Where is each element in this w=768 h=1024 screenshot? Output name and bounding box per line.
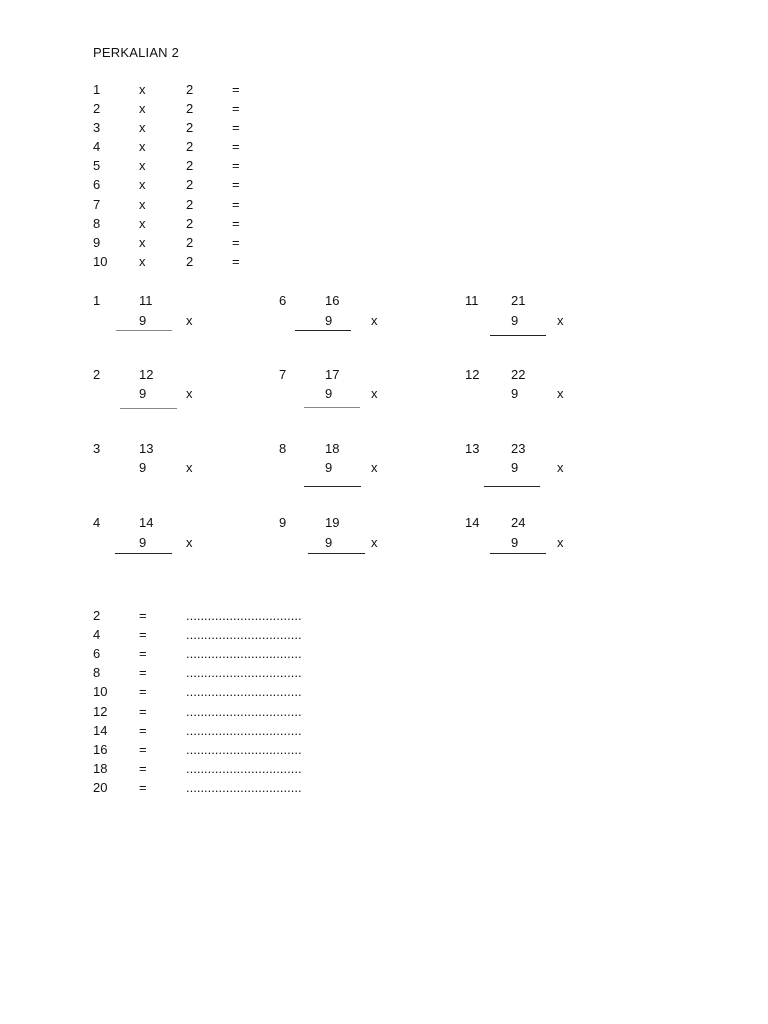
page-title: PERKALIAN 2 xyxy=(93,45,180,60)
problem-top-number: 11 xyxy=(139,293,153,308)
answer-equals: = xyxy=(139,742,147,757)
problem-top-number: 21 xyxy=(511,293,526,308)
problem-bottom-number: 9 xyxy=(511,535,519,550)
answer-equals: = xyxy=(139,780,147,795)
problem-top-number: 13 xyxy=(139,441,154,456)
table-cell-eq: = xyxy=(232,235,240,250)
table-cell-a: 3 xyxy=(93,120,101,135)
problem-operator: x xyxy=(557,313,564,328)
answer-equals: = xyxy=(139,684,147,699)
table-cell-a: 5 xyxy=(93,158,101,173)
answer-line xyxy=(116,330,172,331)
problem-operator: x xyxy=(371,313,378,328)
answer-line xyxy=(484,486,540,487)
table-cell-a: 9 xyxy=(93,235,101,250)
answer-blank: ................................ xyxy=(186,627,302,642)
table-cell-b: 2 xyxy=(186,158,194,173)
table-cell-b: 2 xyxy=(186,101,194,116)
problem-operator: x xyxy=(557,386,564,401)
table-cell-op: x xyxy=(139,177,146,192)
answer-blank: ................................ xyxy=(186,665,302,680)
answer-line xyxy=(304,486,361,487)
table-cell-a: 1 xyxy=(93,82,101,97)
problem-bottom-number: 9 xyxy=(511,386,519,401)
table-cell-op: x xyxy=(139,120,146,135)
table-cell-a: 6 xyxy=(93,177,101,192)
problem-number: 13 xyxy=(465,441,480,456)
problem-operator: x xyxy=(371,535,378,550)
answer-blank: ................................ xyxy=(186,780,302,795)
table-cell-eq: = xyxy=(232,139,240,154)
table-cell-eq: = xyxy=(232,216,240,231)
answer-line xyxy=(115,553,172,554)
answer-line xyxy=(120,408,177,409)
answer-blank: ................................ xyxy=(186,761,302,776)
problem-top-number: 18 xyxy=(325,441,340,456)
answer-value: 16 xyxy=(93,742,108,757)
table-cell-op: x xyxy=(139,82,146,97)
problem-number: 7 xyxy=(279,367,287,382)
answer-blank: ................................ xyxy=(186,646,302,661)
problem-operator: x xyxy=(186,535,193,550)
table-cell-b: 2 xyxy=(186,254,194,269)
table-cell-b: 2 xyxy=(186,120,194,135)
problem-number: 9 xyxy=(279,515,287,530)
problem-bottom-number: 9 xyxy=(139,386,147,401)
table-cell-op: x xyxy=(139,216,146,231)
problem-operator: x xyxy=(371,460,378,475)
problem-number: 6 xyxy=(279,293,287,308)
answer-blank: ................................ xyxy=(186,723,302,738)
problem-top-number: 22 xyxy=(511,367,526,382)
problem-operator: x xyxy=(186,313,193,328)
problem-bottom-number: 9 xyxy=(325,535,333,550)
table-cell-eq: = xyxy=(232,158,240,173)
table-cell-b: 2 xyxy=(186,197,194,212)
problem-bottom-number: 9 xyxy=(139,535,147,550)
answer-line xyxy=(490,553,546,554)
problem-operator: x xyxy=(371,386,378,401)
answer-equals: = xyxy=(139,761,147,776)
table-cell-a: 8 xyxy=(93,216,101,231)
table-cell-b: 2 xyxy=(186,235,194,250)
answer-value: 8 xyxy=(93,665,101,680)
table-cell-a: 10 xyxy=(93,254,108,269)
table-cell-eq: = xyxy=(232,254,240,269)
answer-line xyxy=(304,407,360,408)
table-cell-op: x xyxy=(139,101,146,116)
problem-top-number: 12 xyxy=(139,367,154,382)
problem-number: 14 xyxy=(465,515,480,530)
table-cell-a: 4 xyxy=(93,139,101,154)
answer-blank: ................................ xyxy=(186,684,302,699)
problem-bottom-number: 9 xyxy=(325,386,333,401)
answer-equals: = xyxy=(139,723,147,738)
answer-value: 12 xyxy=(93,704,108,719)
problem-number: 12 xyxy=(465,367,480,382)
problem-operator: x xyxy=(557,460,564,475)
answer-value: 6 xyxy=(93,646,101,661)
answer-line xyxy=(308,553,365,554)
problem-number: 1 xyxy=(93,293,101,308)
table-cell-op: x xyxy=(139,197,146,212)
answer-blank: ................................ xyxy=(186,742,302,757)
table-cell-eq: = xyxy=(232,177,240,192)
problem-bottom-number: 9 xyxy=(511,313,519,328)
problem-bottom-number: 9 xyxy=(139,460,147,475)
answer-equals: = xyxy=(139,665,147,680)
answer-value: 4 xyxy=(93,627,101,642)
table-cell-op: x xyxy=(139,235,146,250)
answer-equals: = xyxy=(139,646,147,661)
answer-value: 2 xyxy=(93,608,101,623)
table-cell-a: 2 xyxy=(93,101,101,116)
problem-bottom-number: 9 xyxy=(325,460,333,475)
answer-blank: ................................ xyxy=(186,704,302,719)
table-cell-eq: = xyxy=(232,120,240,135)
problem-number: 11 xyxy=(465,293,479,308)
answer-value: 14 xyxy=(93,723,108,738)
problem-operator: x xyxy=(557,535,564,550)
problem-operator: x xyxy=(186,460,193,475)
answer-value: 18 xyxy=(93,761,108,776)
answer-value: 10 xyxy=(93,684,108,699)
answer-equals: = xyxy=(139,704,147,719)
problem-top-number: 14 xyxy=(139,515,154,530)
answer-value: 20 xyxy=(93,780,108,795)
problem-bottom-number: 9 xyxy=(325,313,333,328)
answer-equals: = xyxy=(139,608,147,623)
table-cell-a: 7 xyxy=(93,197,101,212)
problem-top-number: 17 xyxy=(325,367,340,382)
table-cell-b: 2 xyxy=(186,82,194,97)
table-cell-op: x xyxy=(139,254,146,269)
table-cell-op: x xyxy=(139,158,146,173)
table-cell-eq: = xyxy=(232,197,240,212)
problem-number: 2 xyxy=(93,367,101,382)
table-cell-b: 2 xyxy=(186,139,194,154)
problem-number: 4 xyxy=(93,515,101,530)
table-cell-eq: = xyxy=(232,82,240,97)
problem-top-number: 24 xyxy=(511,515,526,530)
problem-bottom-number: 9 xyxy=(139,313,147,328)
problem-top-number: 23 xyxy=(511,441,526,456)
problem-top-number: 19 xyxy=(325,515,340,530)
table-cell-op: x xyxy=(139,139,146,154)
problem-top-number: 16 xyxy=(325,293,340,308)
problem-number: 3 xyxy=(93,441,101,456)
problem-operator: x xyxy=(186,386,193,401)
answer-line xyxy=(295,330,351,331)
answer-line xyxy=(490,335,546,336)
answer-blank: ................................ xyxy=(186,608,302,623)
table-cell-b: 2 xyxy=(186,216,194,231)
problem-bottom-number: 9 xyxy=(511,460,519,475)
answer-equals: = xyxy=(139,627,147,642)
table-cell-eq: = xyxy=(232,101,240,116)
problem-number: 8 xyxy=(279,441,287,456)
table-cell-b: 2 xyxy=(186,177,194,192)
